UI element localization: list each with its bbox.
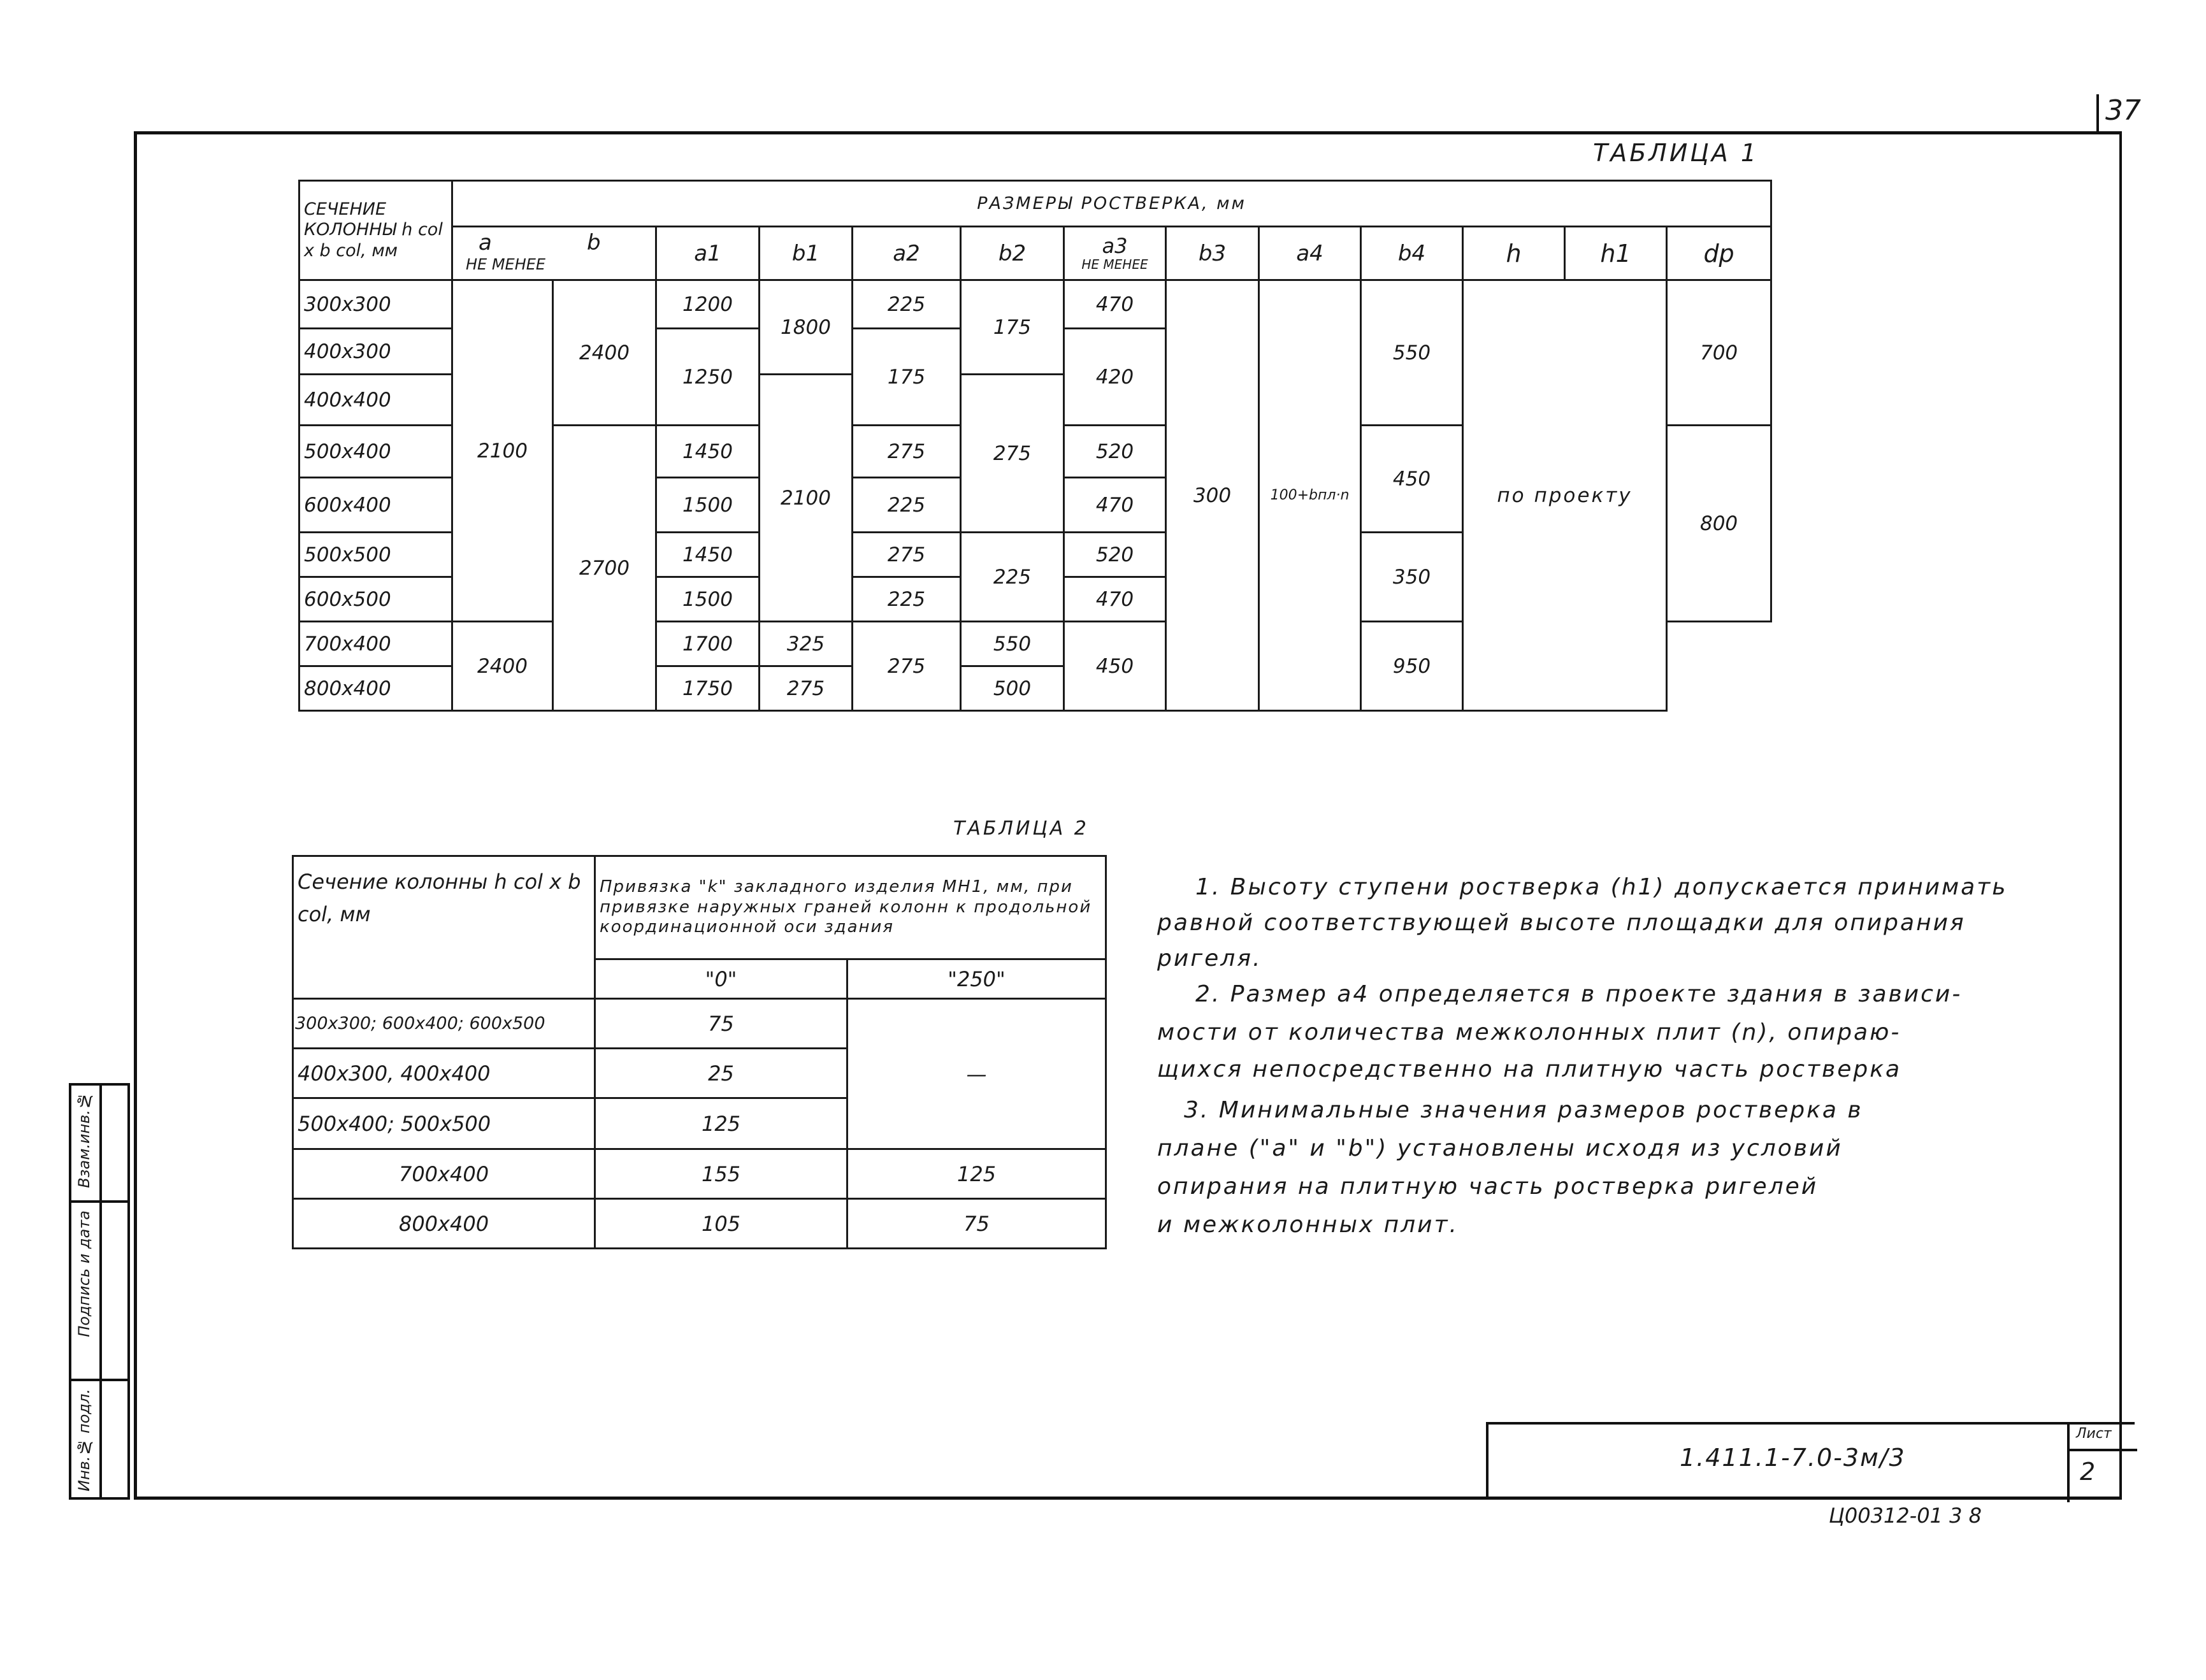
a3-cell: 520 [1064, 426, 1166, 478]
header-a3-note: НЕ МЕНЕЕ [1081, 257, 1148, 273]
a1-cell: 1500 [656, 577, 760, 622]
a2-cell: 275 [760, 666, 853, 711]
a1-cell: 1450 [656, 533, 760, 577]
section-cell: 700х400 [299, 622, 452, 666]
table2-section-cell: 300х300; 600х400; 600х500 [293, 999, 595, 1049]
table2-v250-cell: 125 [847, 1149, 1106, 1199]
header-a3: a3 [1102, 233, 1128, 258]
header-b4: b4 [1361, 227, 1463, 280]
a2-cell: 275 [853, 533, 961, 577]
page-number: 37 [2105, 94, 2141, 127]
note-line: мости от количества межколонных плит (n), опираю- [1157, 1019, 1901, 1045]
table2-v0-cell: 25 [595, 1049, 847, 1098]
table2-section-header: Сечение колонны h col x b col, мм [293, 856, 595, 999]
header-b2: b2 [961, 227, 1064, 280]
header-h1: h1 [1565, 227, 1667, 280]
b-cell: 2700 [553, 426, 656, 711]
table2-section-cell: 700х400 [293, 1149, 595, 1199]
table2-v0-cell: 155 [595, 1149, 847, 1199]
sheet-number: 2 [2080, 1458, 2096, 1486]
a2-cell: 325 [760, 622, 853, 666]
a3-cell: 470 [1064, 280, 1166, 329]
a3-cell: 470 [1064, 478, 1166, 533]
b4-cell: 550 [1361, 280, 1463, 426]
header-ab-note: НЕ МЕНЕЕ [466, 255, 546, 273]
b2-cell: 275 [961, 375, 1064, 533]
page-number-corner [2096, 94, 2099, 134]
a3-cell: 470 [1064, 577, 1166, 622]
b2-cell: 175 [961, 280, 1064, 375]
table2-v250-cell: 75 [847, 1199, 1106, 1249]
header-dp: dp [1667, 227, 1771, 280]
section-cell: 500х500 [299, 533, 452, 577]
table1-group-header: РАЗМЕРЫ РОСТВЕРКА, мм [452, 181, 1771, 227]
table2-sub-0: "0" [595, 959, 847, 999]
note-line: плане ("a" и "b") установлены исходя из условий [1157, 1135, 1843, 1161]
header-a4: a4 [1259, 227, 1361, 280]
stamp-sign-label: Подпись и дата [75, 1210, 93, 1337]
table1-caption: ТАБЛИЦА 1 [1593, 139, 1759, 167]
dp-cell: 700 [1667, 280, 1771, 426]
a3-cell: 550 [961, 622, 1064, 666]
side-stamp [69, 1083, 130, 1500]
table2-group-header: Привязка "k" закладного изделия МН1, мм, при привязке наружных граней колонн к продольной координационной оси здания [595, 856, 1106, 959]
a3-cell: 420 [1064, 329, 1166, 426]
a4-cell: 100+bпл·n [1259, 280, 1361, 711]
a1-cell: 1700 [656, 622, 760, 666]
b1-cell: 1800 [760, 280, 853, 375]
table2-sub-250: "250" [847, 959, 1106, 999]
table2-section-cell: 800х400 [293, 1199, 595, 1249]
a2-cell: 175 [853, 329, 961, 426]
a1-cell: 1500 [656, 478, 760, 533]
note-line: 1. Высоту ступени ростверка (h1) допускается принимать [1195, 874, 2008, 900]
header-a1: a1 [656, 227, 760, 280]
section-cell: 600х500 [299, 577, 452, 622]
h-cell: по проекту [1463, 280, 1667, 711]
b4-cell: 450 [1064, 622, 1166, 711]
title-block [1486, 1422, 2135, 1500]
note-line: щихся непосредственно на плитную часть ростверка [1157, 1056, 1902, 1082]
a2-cell: 225 [853, 280, 961, 329]
note-line: равной соответствующей высоте площадки для опирания [1157, 910, 1966, 936]
header-b1: b1 [760, 227, 853, 280]
b3-cell: 300 [1166, 280, 1259, 711]
b2-cell: 275 [853, 622, 961, 711]
section-cell: 800х400 [299, 666, 452, 711]
table1-header-a-b [452, 227, 656, 280]
header-b: b [587, 230, 601, 255]
a2-cell: 225 [853, 478, 961, 533]
b2-cell: 225 [961, 533, 1064, 622]
a-cell: 2400 [452, 622, 553, 711]
section-cell: 500х400 [299, 426, 452, 478]
sheet-label: Лист [2076, 1426, 2112, 1442]
table2-v0-cell: 125 [595, 1098, 847, 1149]
b4-cell: 350 [1361, 533, 1463, 622]
b1-cell: 2100 [760, 375, 853, 622]
header-a3-cell [1064, 227, 1166, 280]
table2-section-cell: 500х400; 500х500 [293, 1098, 595, 1149]
a-cell: 2100 [452, 280, 553, 622]
table2-caption: ТАБЛИЦА 2 [953, 817, 1089, 840]
dp-cell: 800 [1667, 426, 1771, 622]
dp-cell: 950 [1361, 622, 1463, 711]
a2-cell: 225 [853, 577, 961, 622]
table2-v0-cell: 75 [595, 999, 847, 1049]
stamp-replace-label: Взам.инв.№ [75, 1092, 93, 1188]
a3-cell: 520 [1064, 533, 1166, 577]
section-cell: 400х400 [299, 375, 452, 426]
b4-cell: 450 [1361, 426, 1463, 533]
a3-cell: 500 [961, 666, 1064, 711]
b-cell: 2400 [553, 280, 656, 426]
note-line: ригеля. [1157, 945, 1262, 972]
table2-v0-cell: 105 [595, 1199, 847, 1249]
stamp-inv-label: Инв.№ подл. [75, 1389, 93, 1491]
a1-cell: 1250 [656, 329, 760, 426]
table2-dash-cell: — [847, 999, 1106, 1149]
document-code: 1.411.1-7.0-3м/3 [1680, 1444, 1906, 1472]
note-line: 2. Размер a4 определяется в проекте здания в зависи- [1195, 981, 1963, 1007]
header-a: a [479, 230, 492, 255]
a2-cell: 275 [853, 426, 961, 478]
note-line: и межколонных плит. [1157, 1212, 1459, 1238]
table2 [292, 855, 1107, 1249]
section-cell: 300х300 [299, 280, 452, 329]
table1-section-header: СЕЧЕНИЕ КОЛОННЫ h col x b col, мм [299, 181, 452, 280]
a1-cell: 1450 [656, 426, 760, 478]
section-cell: 600х400 [299, 478, 452, 533]
header-h: h [1463, 227, 1565, 280]
note-line: 3. Минимальные значения размеров ростверка в [1184, 1097, 1863, 1123]
archive-code: Ц00312-01 3 8 [1829, 1504, 1982, 1528]
a1-cell: 1750 [656, 666, 760, 711]
note-line: опирания на плитную часть ростверка ригелей [1157, 1174, 1819, 1200]
header-b3: b3 [1166, 227, 1259, 280]
table2-section-cell: 400х300, 400х400 [293, 1049, 595, 1098]
table1 [298, 180, 1772, 712]
a1-cell: 1200 [656, 280, 760, 329]
header-a2: a2 [853, 227, 961, 280]
section-cell: 400х300 [299, 329, 452, 375]
